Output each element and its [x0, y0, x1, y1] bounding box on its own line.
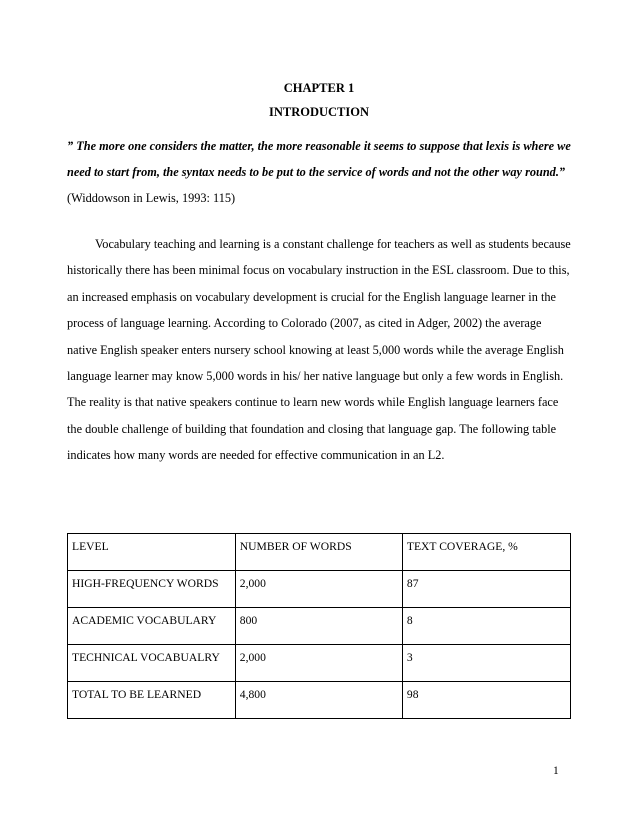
table-cell: HIGH-FREQUENCY WORDS — [68, 571, 236, 608]
quote-text: ” The more one considers the matter, the more reasonable it seems to suppose that lexis is where we need to start from, the syntax needs to be put to the service of words and not the other way round.” — [67, 139, 571, 180]
table-row — [68, 645, 571, 682]
chapter-heading: CHAPTER 1 — [283, 81, 355, 95]
table-cell: TOTAL TO BE LEARNED — [68, 682, 236, 719]
vocabulary-table — [67, 533, 571, 719]
table-header-cell: NUMBER OF WORDS — [235, 534, 402, 571]
table-cell: 800 — [235, 608, 402, 645]
table-cell: 8 — [402, 608, 570, 645]
table-cell: TECHNICAL VOCABUALRY — [68, 645, 236, 682]
table-cell: 2,000 — [235, 571, 402, 608]
table-header-cell: TEXT COVERAGE, % — [402, 534, 570, 571]
table-cell: 4,800 — [235, 682, 402, 719]
intro-paragraph: Vocabulary teaching and learning is a constant challenge for teachers as well as students because historically there has been minimal focus on vocabulary instruction in the ESL classroom. Due to this, an increased emphasis on vocabulary development is crucial for the English language learner in the process of language learning. According to Colorado (2007, as cited in Adger, 2002) the average native English speaker enters nursery school knowing at least 5,000 words while the average English language learner may know 5,000 words in his/ her native language but only a few words in English. The reality is that native speakers continue to learn new words while English language learners face the double challenge of building that foundation and closing that language gap. The following table indicates how many words are needed for effective communication in an L2. — [67, 237, 571, 463]
table-row — [68, 682, 571, 719]
chapter-title: INTRODUCTION — [268, 105, 369, 119]
quote-citation: (Widdowson in Lewis, 1993: 115) — [67, 191, 236, 206]
table-row — [68, 571, 571, 608]
page-number: 1 — [553, 765, 559, 777]
table-cell: 3 — [402, 645, 570, 682]
table-cell: 2,000 — [235, 645, 402, 682]
table-cell: ACADEMIC VOCABULARY — [68, 608, 236, 645]
table-cell: 98 — [402, 682, 570, 719]
table-row — [68, 608, 571, 645]
table-header-row — [68, 534, 571, 571]
epigraph-quote — [67, 133, 572, 212]
table-cell: 87 — [402, 571, 570, 608]
table-header-cell: LEVEL — [68, 534, 236, 571]
